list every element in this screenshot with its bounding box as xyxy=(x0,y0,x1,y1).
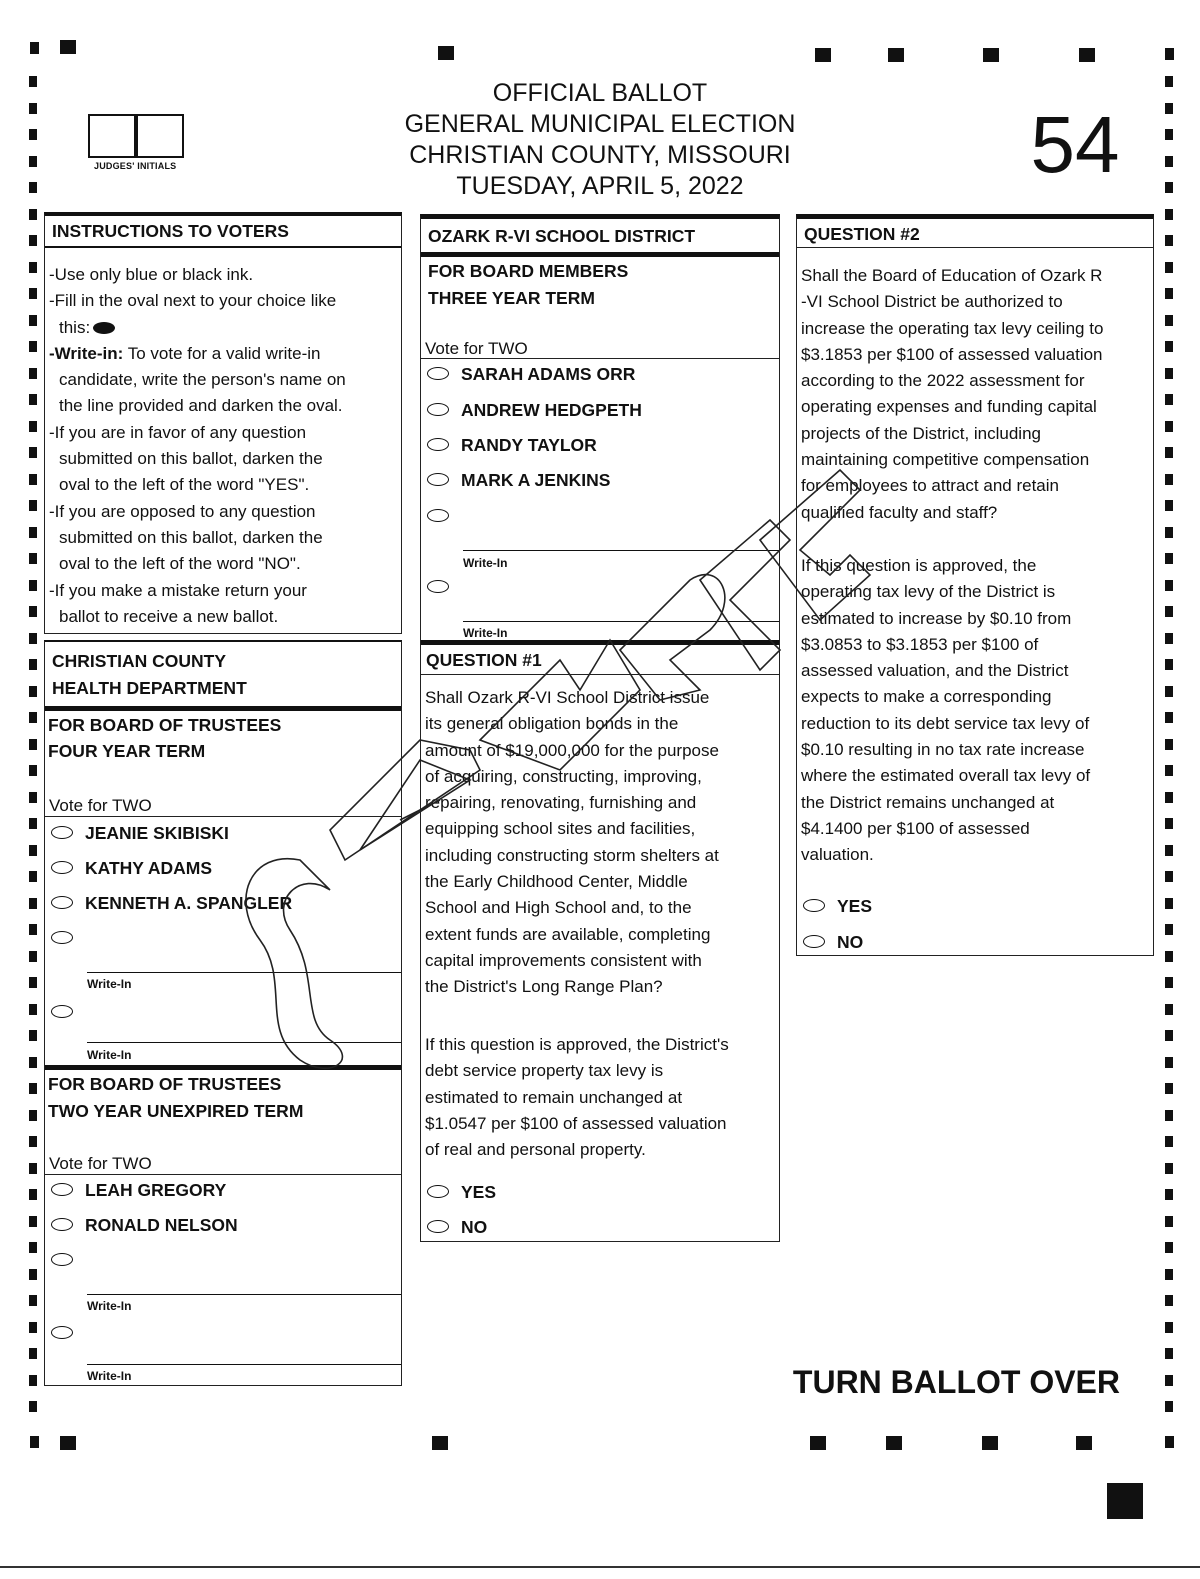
question2-fiscal-line: expects to make a corresponding xyxy=(801,687,1052,707)
timing-mark xyxy=(1165,76,1173,87)
ballot-oval[interactable] xyxy=(427,1185,449,1198)
timing-mark xyxy=(1165,1030,1173,1041)
timing-mark xyxy=(1165,1348,1173,1359)
candidate-option[interactable]: KENNETH A. SPANGLER xyxy=(51,890,292,916)
instruction-no: -If you are opposed to any question xyxy=(49,501,316,521)
timing-mark xyxy=(29,76,37,87)
writein-label: Write-In xyxy=(463,626,508,640)
question2-fiscal-line: $3.0853 to $3.1853 per $100 of xyxy=(801,634,1039,654)
timing-mark xyxy=(1079,48,1095,62)
timing-mark xyxy=(29,500,37,511)
election-name: GENERAL MUNICIPAL ELECTION xyxy=(404,110,796,138)
timing-mark xyxy=(29,182,37,193)
timing-mark xyxy=(29,394,37,405)
instruction-yes-cont1: submitted on this ballot, darken the xyxy=(59,449,323,469)
question1-fiscal-line: of real and personal property. xyxy=(425,1140,646,1160)
timing-mark xyxy=(1165,235,1173,246)
timing-mark xyxy=(1165,474,1173,485)
timing-mark xyxy=(1165,500,1173,511)
timing-mark xyxy=(1165,1269,1173,1280)
timing-mark xyxy=(29,129,37,140)
writein-line[interactable] xyxy=(87,1042,401,1043)
question2-text xyxy=(801,263,1153,526)
board-members-title-1: FOR BOARD MEMBERS xyxy=(428,261,629,281)
question2-fiscal-line: $0.10 resulting in no tax rate increase xyxy=(801,740,1085,760)
question1-text-line: including constructing storm shelters at xyxy=(425,845,719,865)
candidate-option[interactable]: KATHY ADAMS xyxy=(51,855,212,881)
writein-option[interactable] xyxy=(51,1320,85,1346)
timing-mark xyxy=(29,1030,37,1041)
instruction-fill: -Fill in the oval next to your choice like xyxy=(49,291,337,311)
writein-option[interactable] xyxy=(427,574,461,600)
ballot-oval[interactable] xyxy=(51,931,73,944)
ballot-oval[interactable] xyxy=(427,473,449,486)
timing-mark xyxy=(1165,1242,1173,1253)
question1-fiscal-note xyxy=(425,1032,779,1163)
timing-mark xyxy=(1165,129,1173,140)
timing-mark xyxy=(60,1436,76,1450)
writein-label: Write-In xyxy=(87,1299,132,1313)
ballot-oval[interactable] xyxy=(427,367,449,380)
race2-title-2: TWO YEAR UNEXPIRED TERM xyxy=(48,1101,304,1121)
question2-section xyxy=(796,214,1154,956)
timing-mark xyxy=(29,1136,37,1147)
writein-option[interactable] xyxy=(51,999,85,1025)
timing-mark xyxy=(29,1322,37,1333)
question2-fiscal-line: estimated to increase by $0.10 from xyxy=(801,608,1072,628)
question2-fiscal-line: operating tax levy of the District is xyxy=(801,582,1056,602)
timing-mark xyxy=(983,48,999,62)
ballot-oval[interactable] xyxy=(51,1253,73,1266)
question2-title: QUESTION #2 xyxy=(804,224,920,244)
timing-mark xyxy=(886,1436,902,1450)
instruction-fill-cont: this: xyxy=(59,317,91,337)
timing-mark xyxy=(29,315,37,326)
instruction-ink: -Use only blue or black ink. xyxy=(49,265,254,284)
timing-mark xyxy=(1165,845,1173,856)
instructions-title: INSTRUCTIONS TO VOTERS xyxy=(45,216,401,248)
timing-mark xyxy=(29,235,37,246)
candidate-option[interactable]: RONALD NELSON xyxy=(51,1212,238,1238)
timing-mark xyxy=(60,40,76,54)
timing-mark xyxy=(1165,871,1173,882)
question2-fiscal-line: $4.1400 per $100 of assessed xyxy=(801,818,1030,838)
question2-fiscal-line: the District remains unchanged at xyxy=(801,792,1055,812)
question2-fiscal-line: assessed valuation, and the District xyxy=(801,661,1069,681)
timing-mark xyxy=(1165,447,1173,458)
timing-mark xyxy=(1165,1136,1173,1147)
ballot-oval[interactable] xyxy=(51,1218,73,1231)
question1-yes-option[interactable]: YES xyxy=(427,1179,496,1205)
timing-mark xyxy=(888,48,904,62)
timing-mark xyxy=(29,818,37,829)
ballot-oval[interactable] xyxy=(803,935,825,948)
timing-mark xyxy=(815,48,831,62)
timing-mark xyxy=(1165,368,1173,379)
timing-mark xyxy=(1165,156,1173,167)
ballot-oval[interactable] xyxy=(427,403,449,416)
question2-text-line: according to the 2022 assessment for xyxy=(801,371,1085,391)
timing-mark xyxy=(1165,1401,1173,1412)
instruction-writein-cont1: candidate, write the person's name on xyxy=(59,370,346,390)
ballot-oval[interactable] xyxy=(427,509,449,522)
timing-mark xyxy=(29,1375,37,1386)
question1-text-line: Shall Ozark R-VI School District issue xyxy=(425,688,710,707)
timing-mark xyxy=(29,765,37,776)
instruction-writein-cont2: the line provided and darken the oval. xyxy=(59,396,343,416)
timing-mark xyxy=(1165,951,1173,962)
timing-mark xyxy=(29,712,37,723)
candidate-option[interactable]: ANDREW HEDGPETH xyxy=(427,397,642,423)
timing-mark xyxy=(29,103,37,114)
timing-mark xyxy=(1165,262,1173,273)
timing-mark xyxy=(1165,182,1173,193)
question1-fiscal-line: estimated to remain unchanged at xyxy=(425,1087,683,1107)
timing-mark xyxy=(29,527,37,538)
timing-mark xyxy=(29,421,37,432)
candidate-option[interactable]: MARK A JENKINS xyxy=(427,467,610,493)
timing-mark xyxy=(1165,1436,1174,1448)
instruction-no-cont1: submitted on this ballot, darken the xyxy=(59,527,323,547)
writein-option[interactable] xyxy=(427,503,461,529)
timing-mark xyxy=(29,156,37,167)
judges-initials-box xyxy=(88,114,186,171)
race1-vote-for: Vote for TWO xyxy=(49,796,152,815)
timing-mark xyxy=(29,1216,37,1227)
timing-mark xyxy=(1165,288,1173,299)
ballot-oval[interactable] xyxy=(427,1220,449,1233)
instruction-mistake-cont: ballot to receive a new ballot. xyxy=(59,606,279,626)
instruction-yes-cont2: oval to the left of the word "YES". xyxy=(59,475,310,495)
timing-mark xyxy=(29,209,37,220)
writein-option[interactable] xyxy=(51,1247,85,1273)
writein-line[interactable] xyxy=(87,1294,401,1295)
candidate-option[interactable]: JEANIE SKIBISKI xyxy=(51,820,229,846)
filled-oval-icon xyxy=(93,322,115,334)
race1-title-1: FOR BOARD OF TRUSTEES xyxy=(48,715,282,735)
question2-text-line: qualified faculty and staff? xyxy=(801,502,998,522)
timing-mark xyxy=(1165,712,1173,723)
timing-mark xyxy=(29,288,37,299)
timing-mark xyxy=(29,1004,37,1015)
timing-mark xyxy=(29,341,37,352)
question2-fiscal-note xyxy=(801,553,1153,869)
timing-mark xyxy=(1165,580,1173,591)
question2-text-line: projects of the District, including xyxy=(801,423,1041,443)
race2-title-1: FOR BOARD OF TRUSTEES xyxy=(48,1074,282,1094)
question1-text-line: its general obligation bonds in the xyxy=(425,714,679,734)
timing-mark xyxy=(30,1436,39,1448)
question1-text-line: repairing, renovating, furnishing and xyxy=(425,793,697,813)
instruction-no-cont2: oval to the left of the word "NO". xyxy=(59,554,301,574)
timing-mark xyxy=(29,633,37,644)
timing-mark xyxy=(1165,394,1173,405)
writein-line[interactable] xyxy=(87,972,401,973)
timing-mark xyxy=(29,739,37,750)
judge-initial-box-1[interactable] xyxy=(88,114,136,158)
question2-no-option[interactable]: NO xyxy=(803,929,863,955)
timing-mark xyxy=(1165,765,1173,776)
timing-mark xyxy=(29,606,37,617)
timing-mark xyxy=(1165,1083,1173,1094)
candidate-option[interactable]: SARAH ADAMS ORR xyxy=(427,361,635,387)
question1-title: QUESTION #1 xyxy=(426,650,542,670)
timing-mark xyxy=(1165,315,1173,326)
question2-fiscal-line: valuation. xyxy=(801,845,874,865)
timing-mark xyxy=(1165,898,1173,909)
timing-mark xyxy=(810,1436,826,1450)
timing-mark xyxy=(1165,1189,1173,1200)
question1-text-line: amount of $19,000,000 for the purpose xyxy=(425,740,719,760)
ballot-oval[interactable] xyxy=(803,899,825,912)
health-dept-title-2: HEALTH DEPARTMENT xyxy=(52,678,247,698)
health-department-section xyxy=(44,640,402,1386)
timing-mark xyxy=(1165,606,1173,617)
question2-fiscal-line: If this question is approved, the xyxy=(801,556,1037,575)
question2-text-line: -VI School District be authorized to xyxy=(801,292,1063,312)
timing-mark xyxy=(29,686,37,697)
timing-mark xyxy=(29,871,37,882)
turn-ballot-over: TURN BALLOT OVER xyxy=(792,1364,1120,1400)
ballot-oval[interactable] xyxy=(51,861,73,874)
writein-line[interactable] xyxy=(463,621,779,622)
timing-mark xyxy=(29,951,37,962)
question1-fiscal-line: debt service property tax levy is xyxy=(425,1061,664,1081)
timing-mark xyxy=(29,1269,37,1280)
instruction-mistake: -If you make a mistake return your xyxy=(49,580,307,600)
timing-mark xyxy=(982,1436,998,1450)
timing-mark xyxy=(29,659,37,670)
writein-line[interactable] xyxy=(87,1364,401,1365)
race1-title-2: FOUR YEAR TERM xyxy=(48,741,206,761)
timing-mark xyxy=(29,1189,37,1200)
ballot-oval[interactable] xyxy=(427,580,449,593)
question1-text xyxy=(425,685,779,1001)
timing-mark xyxy=(29,447,37,458)
timing-mark xyxy=(1165,659,1173,670)
judge-initial-box-2[interactable] xyxy=(136,114,184,158)
instruction-writein: To vote for a valid write-in xyxy=(123,343,321,363)
timing-mark xyxy=(30,42,39,54)
race2-vote-for: Vote for TWO xyxy=(49,1154,152,1173)
timing-mark xyxy=(1165,209,1173,220)
timing-mark xyxy=(1165,686,1173,697)
question2-text-line: for employees to attract and retain xyxy=(801,476,1059,496)
question2-fiscal-line: where the estimated overall tax levy of xyxy=(801,766,1091,786)
timing-mark xyxy=(1165,527,1173,538)
timing-mark xyxy=(29,1083,37,1094)
timing-mark xyxy=(1165,1110,1173,1121)
election-date: TUESDAY, APRIL 5, 2022 xyxy=(456,172,744,200)
school-district-section xyxy=(420,214,780,1242)
timing-mark xyxy=(29,1163,37,1174)
writein-line[interactable] xyxy=(463,550,779,551)
candidate-option[interactable]: LEAH GREGORY xyxy=(51,1177,226,1203)
ballot-oval[interactable] xyxy=(427,438,449,451)
board-vote-for: Vote for TWO xyxy=(425,339,528,358)
question1-text-line: equipping school sites and facilities, xyxy=(425,819,696,839)
timing-mark xyxy=(432,1436,448,1450)
timing-mark xyxy=(1165,1216,1173,1227)
writein-label: Write-In xyxy=(87,1048,132,1062)
question2-text-line: $3.1853 per $100 of assessed valuation xyxy=(801,344,1103,364)
timing-mark xyxy=(29,1242,37,1253)
timing-mark xyxy=(29,792,37,803)
timing-mark xyxy=(1165,421,1173,432)
judges-initials-label: JUDGES' INITIALS xyxy=(94,161,177,171)
timing-mark xyxy=(1165,633,1173,644)
school-district-title: OZARK R-VI SCHOOL DISTRICT xyxy=(428,226,696,246)
timing-mark xyxy=(1165,1322,1173,1333)
timing-mark xyxy=(1165,1163,1173,1174)
timing-mark xyxy=(29,1401,37,1412)
ballot-oval[interactable] xyxy=(51,1326,73,1339)
ballot-oval[interactable] xyxy=(51,826,73,839)
timing-mark xyxy=(438,46,454,60)
ballot-oval[interactable] xyxy=(51,896,73,909)
timing-mark xyxy=(1165,1004,1173,1015)
instruction-yes: -If you are in favor of any question xyxy=(49,422,307,442)
timing-mark xyxy=(1165,103,1173,114)
question1-fiscal-line: $1.0547 per $100 of assessed valuation xyxy=(425,1113,727,1133)
timing-mark xyxy=(29,1057,37,1068)
writein-label: Write-In xyxy=(463,556,508,570)
question2-text-line: operating expenses and funding capital xyxy=(801,397,1097,417)
timing-mark xyxy=(1165,341,1173,352)
county-name: CHRISTIAN COUNTY, MISSOURI xyxy=(409,141,791,169)
question2-text-line: increase the operating tax levy ceiling to xyxy=(801,318,1104,338)
timing-mark xyxy=(1165,553,1173,564)
timing-mark xyxy=(29,262,37,273)
question1-text-line: School and High School and, to the xyxy=(425,898,692,918)
writein-label: Write-In xyxy=(87,1369,132,1383)
question1-no-option[interactable]: NO xyxy=(427,1214,487,1240)
instruction-writein-label: -Write-in: xyxy=(49,343,124,363)
page-bottom-edge xyxy=(0,1566,1200,1568)
question1-text-line: capital improvements consistent with xyxy=(425,950,702,970)
question2-text-line: Shall the Board of Education of Ozark R xyxy=(801,266,1103,285)
health-dept-title-1: CHRISTIAN COUNTY xyxy=(52,651,227,671)
ballot-oval[interactable] xyxy=(51,1183,73,1196)
timing-mark xyxy=(29,977,37,988)
timing-mark xyxy=(29,1295,37,1306)
question1-fiscal-line: If this question is approved, the District's xyxy=(425,1035,729,1054)
timing-mark xyxy=(29,924,37,935)
timing-mark xyxy=(1165,924,1173,935)
timing-mark xyxy=(1165,792,1173,803)
timing-mark xyxy=(29,898,37,909)
timing-mark xyxy=(1165,739,1173,750)
timing-mark xyxy=(29,580,37,591)
timing-mark xyxy=(1165,1057,1173,1068)
timing-mark xyxy=(1076,1436,1092,1450)
timing-mark xyxy=(1107,1483,1143,1519)
candidate-option[interactable]: RANDY TAYLOR xyxy=(427,432,597,458)
timing-mark xyxy=(1165,1375,1173,1386)
timing-mark xyxy=(29,474,37,485)
writein-option[interactable] xyxy=(51,925,85,951)
question1-text-line: the Early Childhood Center, Middle xyxy=(425,872,688,892)
timing-mark xyxy=(1165,48,1174,60)
question1-text-line: the District's Long Range Plan? xyxy=(425,977,663,997)
timing-mark xyxy=(1165,977,1173,988)
ballot-style-number: 54 xyxy=(1030,100,1120,189)
question2-fiscal-line: reduction to its debt service tax levy of xyxy=(801,713,1090,733)
writein-label: Write-In xyxy=(87,977,132,991)
timing-mark xyxy=(29,368,37,379)
question1-text-line: of acquiring, constructing, improving, xyxy=(425,766,702,786)
timing-mark xyxy=(29,1348,37,1359)
timing-mark xyxy=(1165,818,1173,829)
timing-mark xyxy=(29,845,37,856)
timing-mark xyxy=(29,1110,37,1121)
board-members-title-2: THREE YEAR TERM xyxy=(428,288,595,308)
ballot-oval[interactable] xyxy=(51,1005,73,1018)
question2-yes-option[interactable]: YES xyxy=(803,893,872,919)
question2-text-line: maintaining competitive compensation xyxy=(801,450,1090,470)
timing-mark xyxy=(29,553,37,564)
timing-mark xyxy=(1165,1295,1173,1306)
ballot-heading: OFFICIAL BALLOT xyxy=(492,79,708,107)
instructions-box xyxy=(44,212,402,634)
question1-text-line: extent funds are available, completing xyxy=(425,924,711,944)
